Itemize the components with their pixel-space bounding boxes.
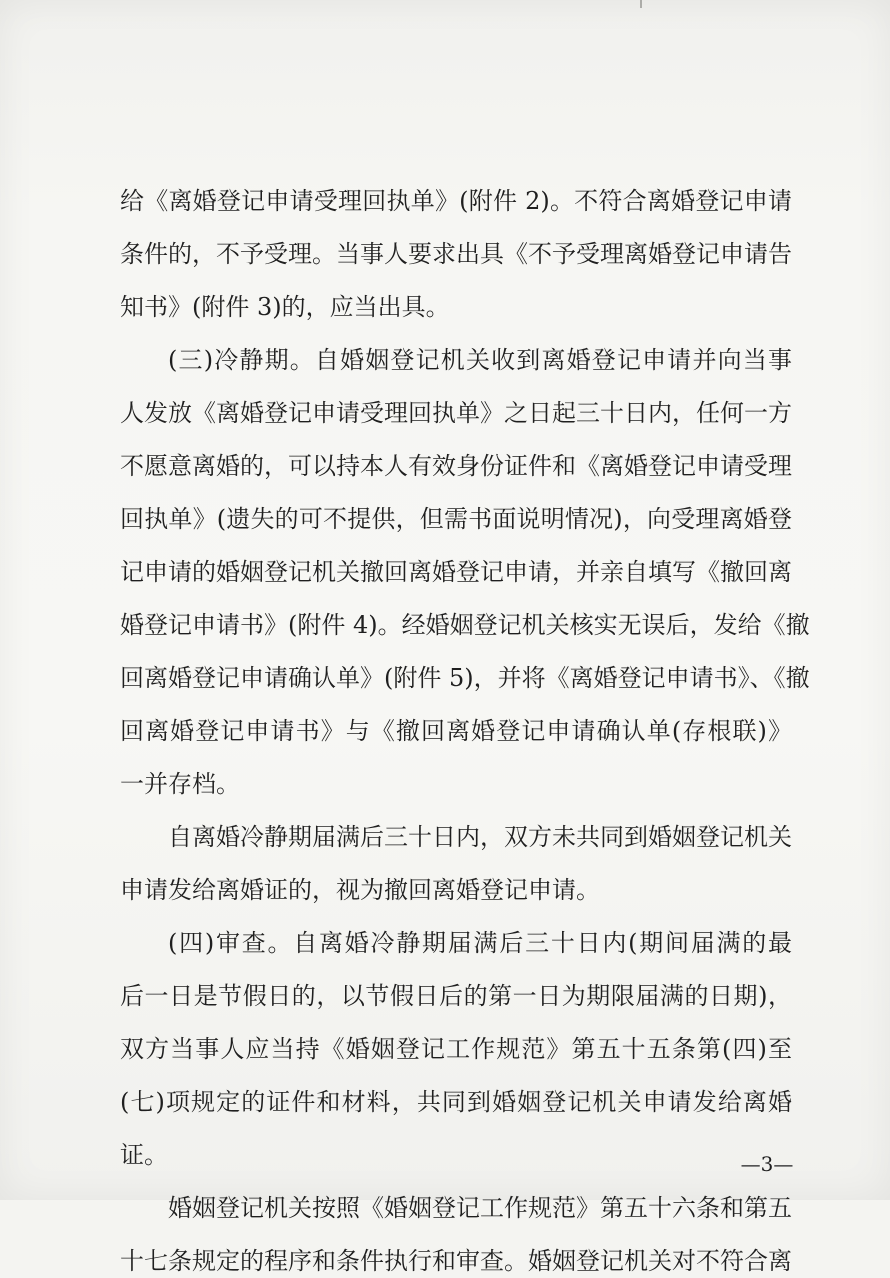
section-four-heading-line: (四)审查。自离婚冷静期届满后三十日内(期间届满的最 [168, 929, 792, 957]
text-line: 记申请的婚姻登记机关撤回离婚登记申请，并亲自填写《撤回离 [120, 558, 792, 586]
text-line: 知书》(附件 3)的，应当出具。 [120, 293, 450, 321]
text-line: 不愿意离婚的，可以持本人有效身份证件和《离婚登记申请受理 [120, 452, 792, 480]
text-line: 自离婚冷静期届满后三十日内，双方未共同到婚姻登记机关 [168, 823, 792, 851]
text-line: 回执单》(遗失的可不提供，但需书面说明情况)，向受理离婚登 [120, 505, 792, 533]
text-line: (七)项规定的证件和材料，共同到婚姻登记机关申请发给离婚 [120, 1088, 792, 1116]
text-line: 婚登记申请书》(附件 4)。经婚姻登记机关核实无误后，发给《撤 [120, 611, 810, 639]
text-line: 给《离婚登记申请受理回执单》(附件 2)。不符合离婚登记申请 [120, 187, 792, 215]
text-line: 回离婚登记申请书》与《撤回离婚登记申请确认单(存根联)》 [120, 717, 792, 745]
text-line: 条件的，不予受理。当事人要求出具《不予受理离婚登记申请告 [120, 240, 792, 268]
text-line: 申请发给离婚证的，视为撤回离婚登记申请。 [120, 876, 600, 904]
page-number: —3— [740, 1152, 794, 1176]
text-line: 后一日是节假日的，以节假日后的第一日为期限届满的日期)， [120, 982, 792, 1010]
text-line: 婚姻登记机关按照《婚姻登记工作规范》第五十六条和第五 [168, 1194, 792, 1222]
text-line: 双方当事人应当持《婚姻登记工作规范》第五十五条第(四)至 [120, 1035, 792, 1063]
scan-speck [640, 0, 642, 8]
text-line: 十七条规定的程序和条件执行和审查。婚姻登记机关对不符合离 [120, 1247, 792, 1275]
text-line: 证。 [120, 1141, 168, 1169]
text-line: 人发放《离婚登记申请受理回执单》之日起三十日内，任何一方 [120, 399, 792, 427]
text-line: 一并存档。 [120, 770, 240, 798]
text-line: 回离婚登记申请确认单》(附件 5)，并将《离婚登记申请书》、《撤 [120, 664, 810, 692]
section-three-heading-line: (三)冷静期。自婚姻登记机关收到离婚登记申请并向当事 [168, 346, 792, 374]
